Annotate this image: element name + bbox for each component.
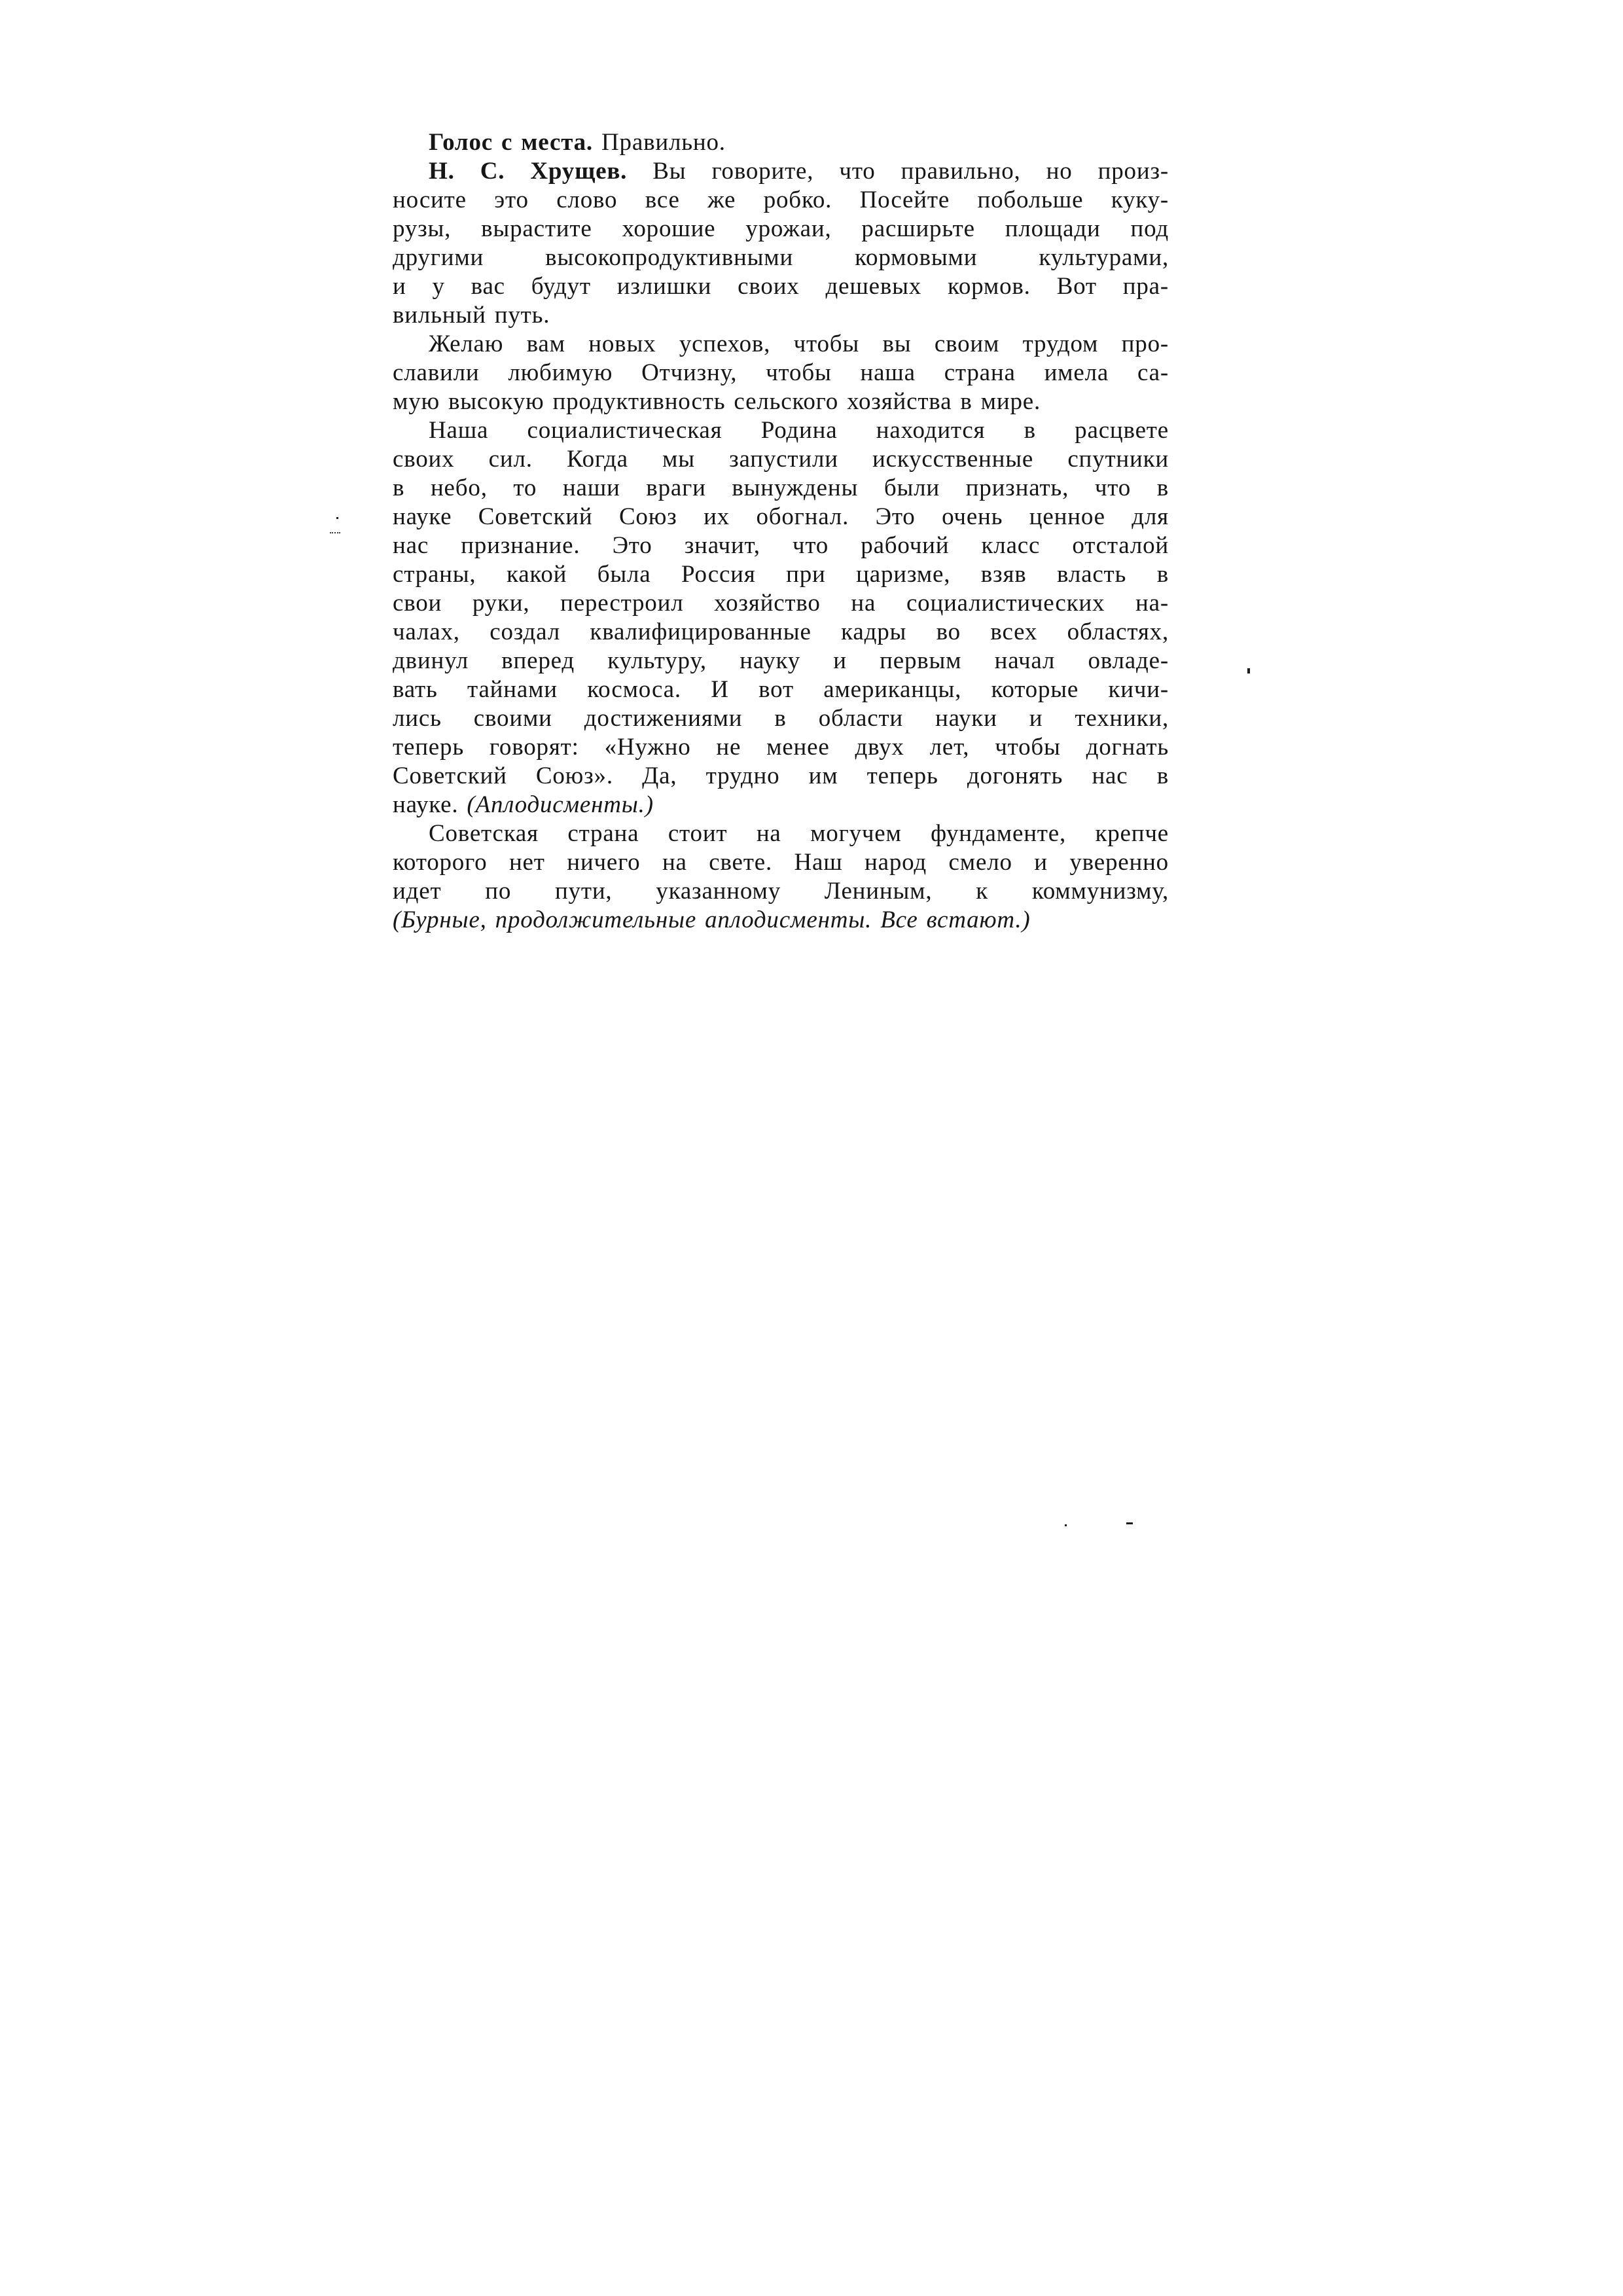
text-segment: науке Советский Союз их обогнал. Это очень ценное для	[393, 503, 1169, 530]
text-segment: нас признание. Это значит, что рабочий класс отсталой	[393, 532, 1169, 559]
text-segment: рузы, вырастите хорошие урожаи, расширьте площади под	[393, 215, 1169, 242]
text-segment: другими высокопродуктивными кормовыми культурами,	[393, 244, 1169, 271]
text-segment: (Бурные, продолжительные аплодисменты. Все встают.)	[393, 906, 1031, 933]
text-line	[393, 819, 1169, 848]
text-segment: Советский Союз». Да, трудно им теперь догонять нас в	[393, 762, 1169, 789]
text-segment: теперь говорят: «Нужно не менее двух лет, чтобы догнать	[393, 734, 1169, 761]
text-segment: в небо, то наши враги вынуждены были признать, что в	[393, 475, 1169, 501]
text-segment: чалах, создал квалифицированные кадры во всех областях,	[393, 619, 1169, 645]
text-line	[393, 186, 1169, 215]
scan-speck-bottom-dash	[1126, 1522, 1133, 1524]
text-line	[393, 474, 1169, 503]
text-segment: своих сил. Когда мы запустили искусственные спутники	[393, 446, 1169, 473]
scan-speck-left-dash	[330, 532, 340, 533]
text-segment: Голос с места.	[429, 129, 593, 156]
text-line	[393, 618, 1169, 647]
text-segment: страны, какой была Россия при царизме, взяв власть в	[393, 561, 1169, 588]
text-line	[393, 877, 1169, 906]
text-segment: Н. С. Хрущев.	[429, 158, 628, 185]
text-line	[393, 416, 1169, 445]
text-line	[393, 387, 1169, 416]
text-segment: славили любимую Отчизну, чтобы наша страна имела са-	[393, 359, 1169, 386]
text-line	[393, 215, 1169, 243]
text-line	[393, 157, 1169, 186]
text-line	[393, 560, 1169, 589]
text-line	[393, 733, 1169, 762]
text-segment: вать тайнами космоса. И вот американцы, которые кичи-	[393, 676, 1169, 703]
text-line	[393, 272, 1169, 301]
text-segment: мую высокую продуктивность сельского хозяйства в мире.	[393, 388, 1041, 415]
text-segment: двинул вперед культуру, науку и первым начал овладе-	[393, 647, 1169, 674]
text-segment: Наша социалистическая Родина находится в расцвете	[429, 417, 1169, 444]
text-segment: носите это слово все же робко. Посейте побольше куку-	[393, 187, 1169, 213]
text-line	[393, 301, 1169, 330]
scan-speck-left-dot	[336, 517, 338, 519]
text-line	[393, 359, 1169, 387]
text-block	[393, 128, 1169, 935]
text-segment: свои руки, перестроил хозяйство на социалистических на-	[393, 590, 1169, 617]
text-line	[393, 330, 1169, 359]
scan-speck-bottom-dot	[1065, 1524, 1067, 1526]
text-segment: Желаю вам новых успехов, чтобы вы своим трудом про-	[429, 331, 1169, 357]
text-segment: и у вас будут излишки своих дешевых кормов. Вот пра-	[393, 273, 1169, 300]
text-segment: лись своими достижениями в области науки и техники,	[393, 705, 1169, 732]
text-line	[393, 445, 1169, 474]
text-line	[393, 762, 1169, 791]
text-segment: вильный путь.	[393, 302, 550, 329]
text-line	[393, 589, 1169, 618]
text-line	[393, 531, 1169, 560]
text-line	[393, 791, 1169, 819]
text-segment: науке.	[393, 791, 467, 818]
text-line	[393, 675, 1169, 704]
text-line	[393, 906, 1169, 935]
scan-speck-right	[1247, 668, 1250, 673]
text-segment: (Аплодисменты.)	[467, 791, 654, 818]
text-segment: Вы говорите, что правильно, но произ-	[627, 158, 1169, 185]
text-line	[393, 704, 1169, 733]
text-segment: идет по пути, указанному Лениным, к коммунизму,	[393, 878, 1169, 905]
text-segment: Правильно.	[592, 129, 726, 156]
text-line	[393, 848, 1169, 877]
text-segment: которого нет ничего на свете. Наш народ смело и уверенно	[393, 849, 1169, 876]
text-line	[393, 243, 1169, 272]
text-line	[393, 647, 1169, 675]
text-line	[393, 128, 1169, 157]
text-line	[393, 503, 1169, 531]
text-segment: Советская страна стоит на могучем фундаменте, крепче	[429, 820, 1169, 847]
